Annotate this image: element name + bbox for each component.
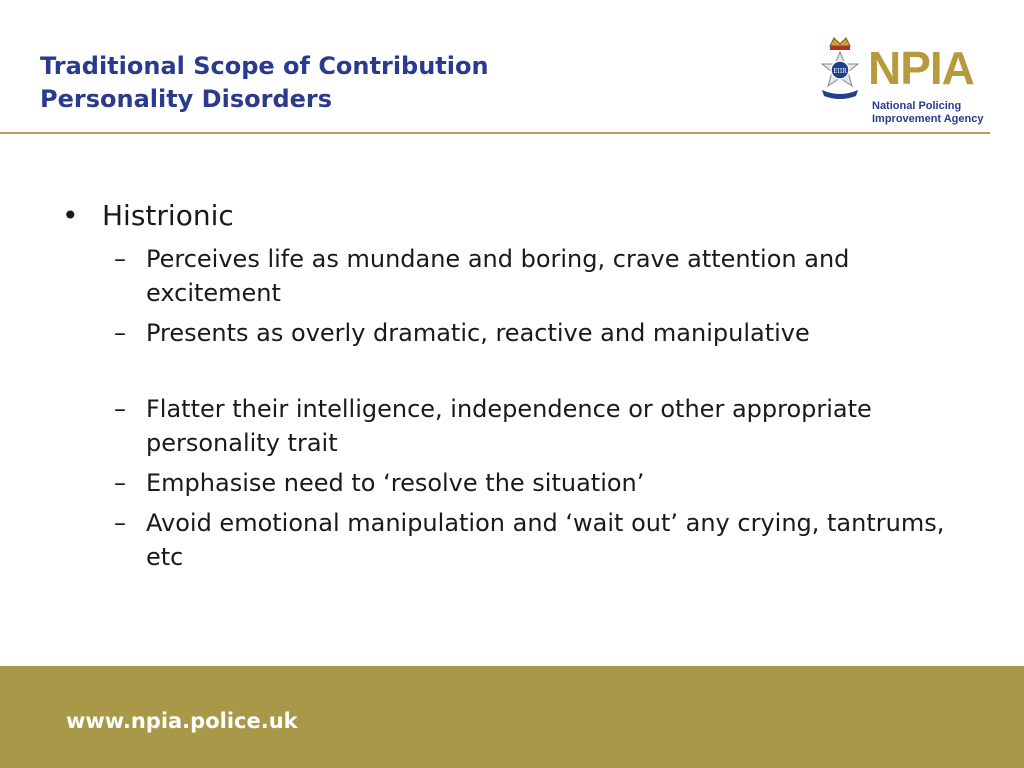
sub-bullet-text: Avoid emotional manipulation and ‘wait out’ any crying, tantrums, etc [146,509,945,571]
spacer [62,350,962,386]
topic-bullet [62,196,962,236]
badge-monogram: EIIR [833,68,847,75]
footer-url: www.npia.police.uk [66,709,298,733]
sub-bullet [62,506,962,574]
logo-agency-line-2: Improvement Agency [872,113,984,125]
topic-heading: Histrionic [102,199,234,232]
sub-bullet [62,392,962,460]
header-divider [0,132,990,134]
dash-marker: – [114,319,126,347]
sub-bullet-text: Emphasise need to ‘resolve the situation’ [146,469,645,497]
dash-marker: – [114,395,126,423]
slide-title [40,50,489,116]
sub-bullet-text: Perceives life as mundane and boring, crave attention and excitement [146,245,850,307]
footer-band [0,666,1024,768]
bullet-marker: • [62,199,79,232]
slide-title-line-1: Traditional Scope of Contribution [40,52,489,80]
dash-marker: – [114,245,126,273]
npia-logo [812,30,992,128]
logo-wordmark: NPIA [868,42,974,94]
sub-bullet [62,242,962,310]
logo-agency-line-1: National Policing [872,100,962,112]
police-star-badge-icon [812,36,868,106]
sub-bullet-text: Presents as overly dramatic, reactive and manipulative [146,319,810,347]
slide-title-line-2: Personality Disorders [40,85,333,113]
sub-bullet [62,466,962,500]
dash-marker: – [114,469,126,497]
sub-bullet-text: Flatter their intelligence, independence or other appropriate personality trait [146,395,872,457]
sub-bullet [62,316,962,350]
slide-body [62,196,962,574]
logo-agency-name [872,100,983,126]
dash-marker: – [114,509,126,537]
